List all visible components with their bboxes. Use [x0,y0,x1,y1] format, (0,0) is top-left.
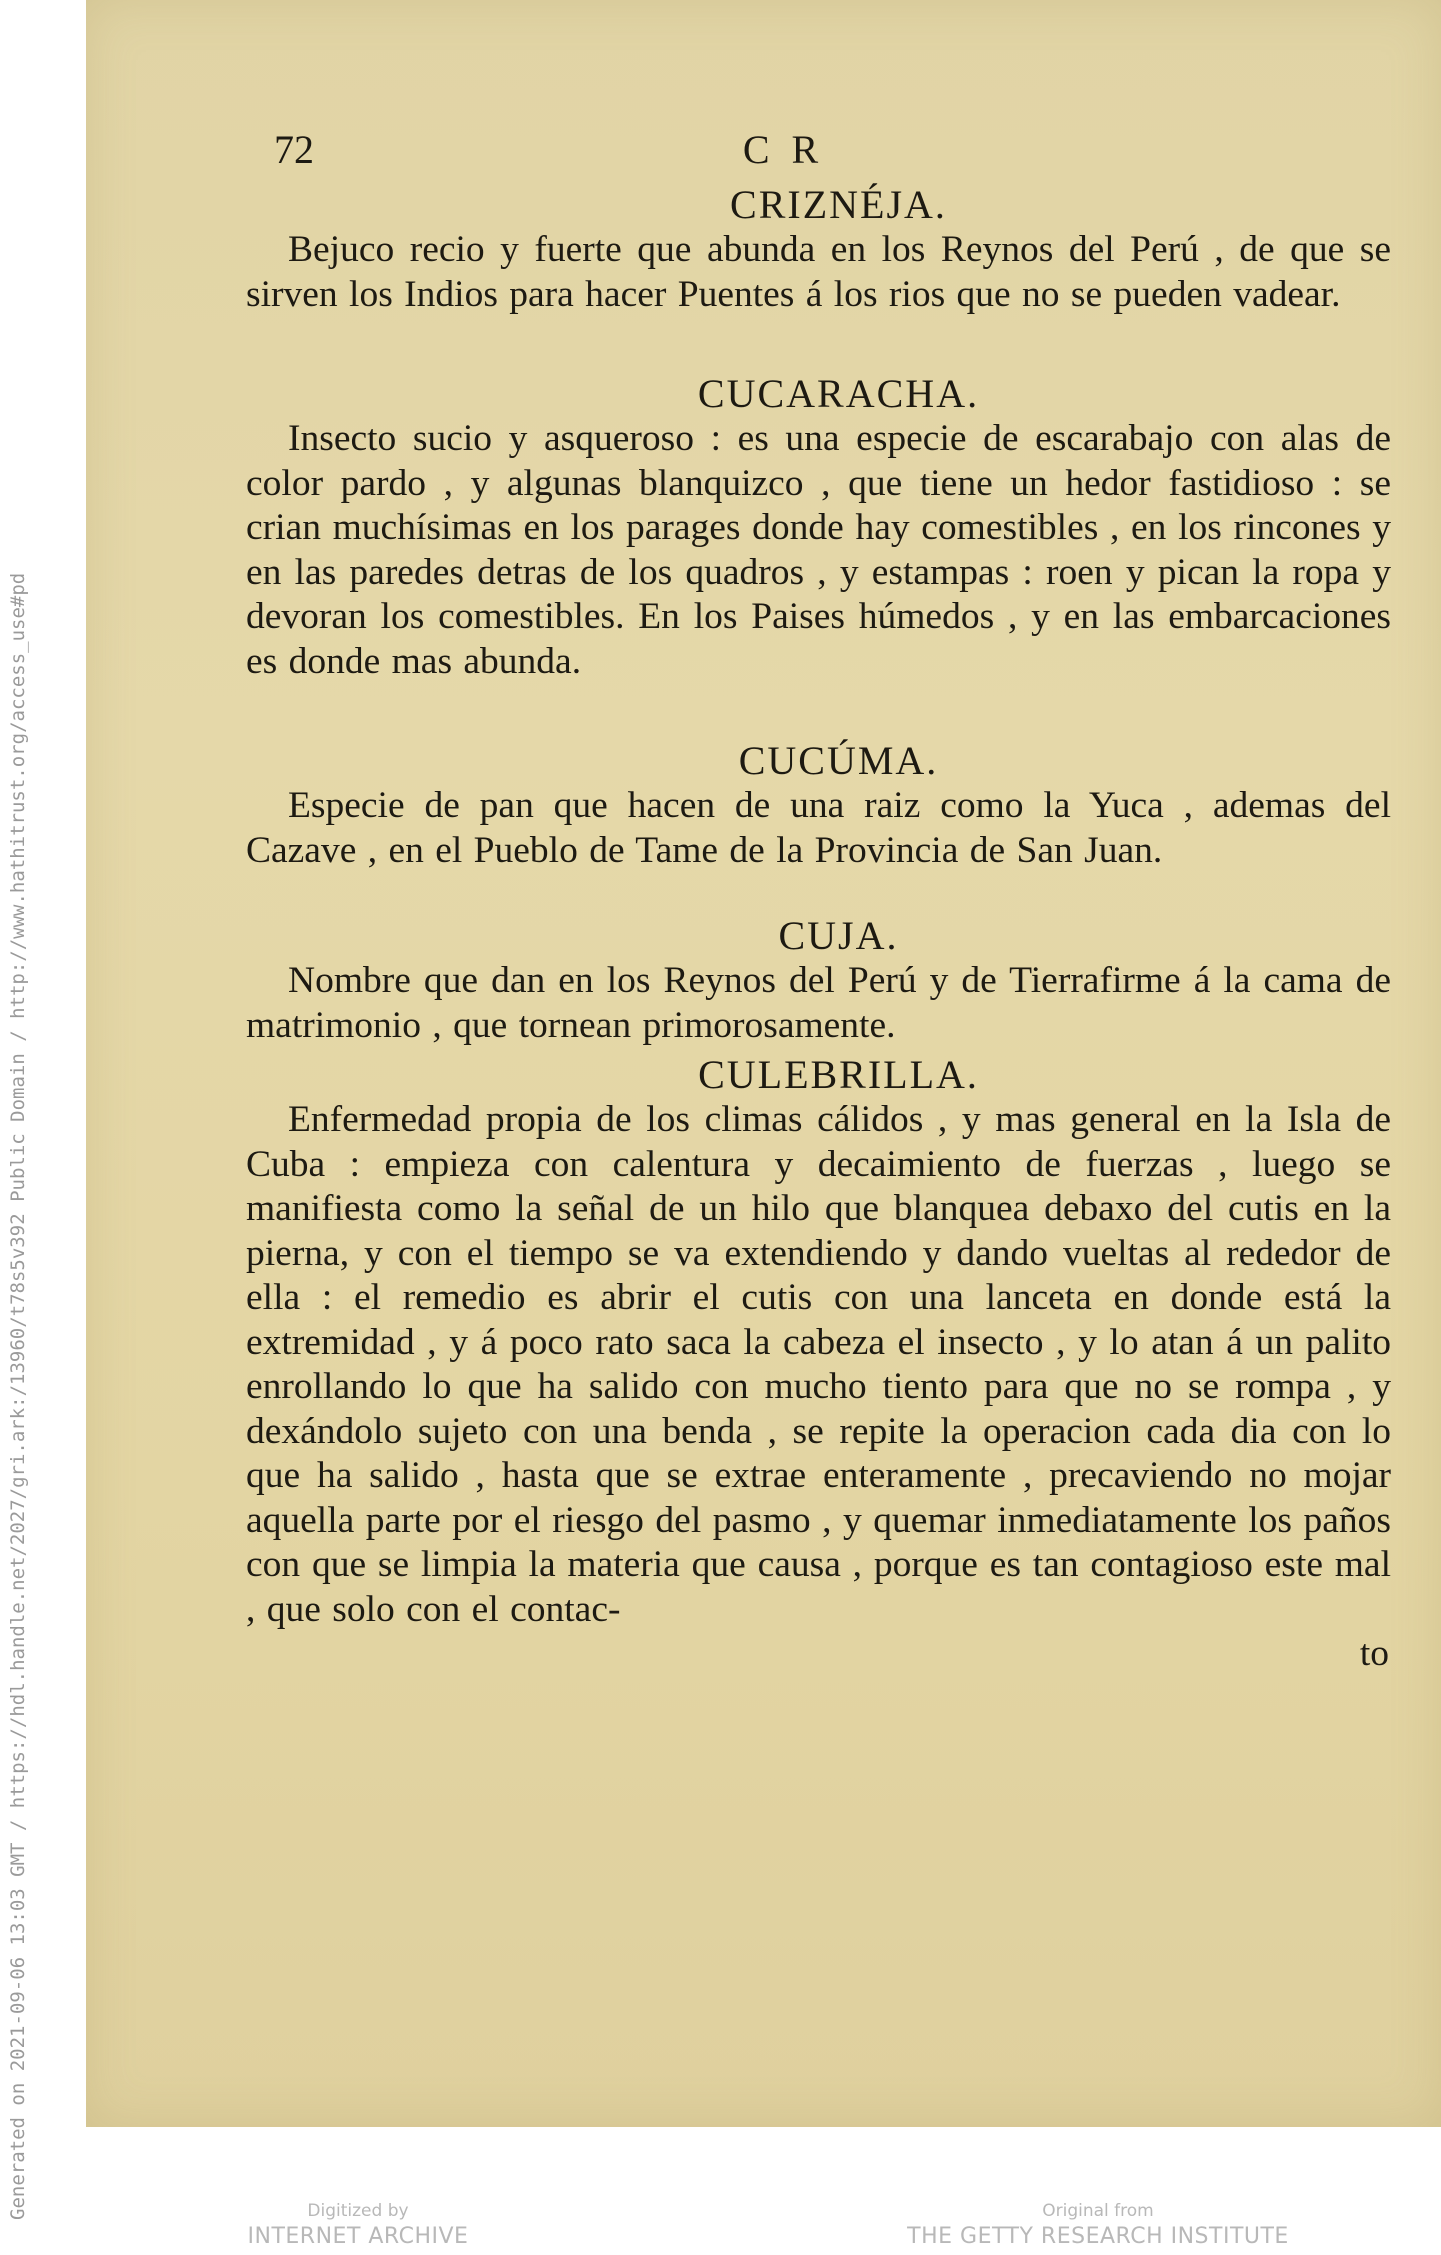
original-from-label: Original from [1042,2201,1154,2221]
dictionary-entries [246,182,1391,1677]
book-page [86,0,1441,2127]
entry-crizneja [246,182,1391,317]
entry-headword: CULEBRILLA. [698,1052,979,1097]
entry-definition: Nombre que dan en los Reynos del Perú y de Tierrafirme á la cama de matrimonio , que tornean primorosamente. [246,960,1391,1046]
page-header [86,126,1441,176]
generation-notice: Generated on 2021-09-06 13:03 GMT / https://hdl.handle.net/2027/gri.ark:/13960/t78s5v392 Public Domain / http://www.hathitrust.org/access_use#pd [7,572,29,2220]
entry-headword: CUCÚMA. [738,738,939,783]
getty-institute-label: THE GETTY RESEARCH INSTITUTE [907,2224,1289,2249]
entry-definition: Insecto sucio y asqueroso : es una especie de escarabajo con alas de color pardo , y algunas blanquizco , que tiene un hedor fastidioso : se crian muchísimas en los parages donde hay comestibles , en los rincones y en las paredes detras de los quadros , y estampas : roen y pican la ropa y devoran los comestibles. En los Paises húmedos , y en las embarcaciones es donde mas abunda. [246,418,1391,682]
entry-definition: Especie de pan que hacen de una raiz como la Yuca , ademas del Cazave , en el Pueblo de Tame de la Provincia de San Juan. [246,785,1391,871]
entry-headword: CUCARACHA. [697,371,980,416]
digitized-by-credit [148,2200,568,2252]
original-from-credit [868,2200,1328,2252]
entry-definition: Enfermedad propia de los climas cálidos , y mas general en la Isla de Cuba : empieza con calentura y decaimiento de fuerzas , luego se manifiesta como la señal de un hilo que blanquea debaxo del cutis en la pierna, y con el tiempo se va extendiendo y dando vueltas al rededor de ella : el remedio es abrir el cutis con una lanceta en donde está la extremidad , y á poco rato saca la cabeza el insecto , y lo atan á un palito enrollando lo que ha salido con mucho tiento para que no se rompa , y dexándolo sujeto con una benda , se repite la operacion cada dia con lo que ha salido , hasta que se extrae enteramente , precaviendo no mojar aquella parte por el riesgo del pasmo , y quemar inmediatamente los paños con que se limpia la materia que causa , porque es tan contagioso este mal , que solo con el contac- [246,1099,1391,1630]
entry-cuja [246,913,1391,1048]
internet-archive-label: INTERNET ARCHIVE [247,2224,469,2249]
hathitrust-side-stamp [0,0,86,2255]
running-head: C R [742,127,825,172]
page-number: 72 [274,127,314,172]
entry-headword: CRIZNÉJA. [730,182,947,227]
digitized-by-label: Digitized by [307,2201,409,2221]
catchword: to [1359,1633,1389,1674]
entry-cucaracha [246,371,1391,684]
entry-definition: Bejuco recio y fuerte que abunda en los Reynos del Perú , de que se sirven los Indios para hacer Puentes á los rios que no se pueden vadear. [246,229,1391,315]
entry-cucuma [246,738,1391,873]
entry-headword: CUJA. [778,913,899,958]
entry-culebrilla [246,1052,1391,1632]
